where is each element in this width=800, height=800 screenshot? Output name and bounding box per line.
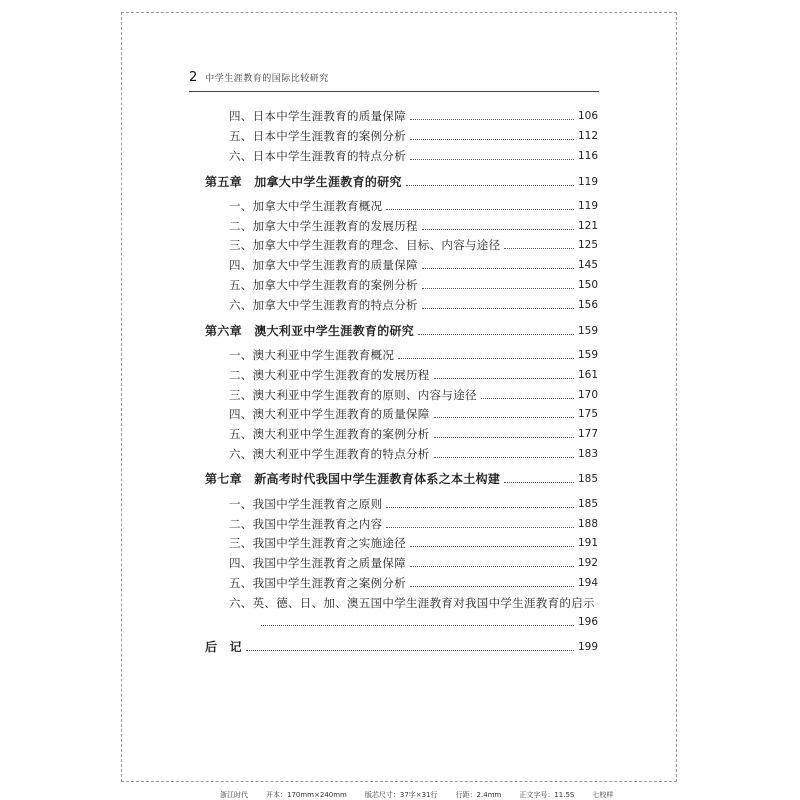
- toc-entry-label: 第六章 澳大利亚中学生涯教育的研究: [205, 324, 415, 338]
- toc-entry-label: 二、澳大利亚中学生涯教育的发展历程: [229, 368, 430, 382]
- toc-page-number: 150: [577, 279, 598, 291]
- dot-leader: [386, 209, 574, 210]
- toc-page-number: 177: [577, 428, 598, 440]
- toc-page-number: 119: [577, 200, 598, 212]
- toc-page-number: 183: [577, 448, 598, 460]
- dot-leader: [410, 119, 574, 120]
- toc-section-entry: [229, 407, 598, 421]
- toc-chapter-entry: [205, 472, 598, 486]
- toc-entry-label: 四、加拿大中学生涯教育的质量保障: [229, 258, 418, 272]
- dot-leader: [504, 482, 574, 483]
- dot-leader: [410, 139, 574, 140]
- toc-entry-label: 后 记: [205, 640, 242, 654]
- dot-leader: [434, 437, 574, 438]
- toc-section-entry: [229, 576, 598, 590]
- toc-entry-label: 四、澳大利亚中学生涯教育的质量保障: [229, 407, 430, 421]
- toc-section-entry: [229, 258, 598, 272]
- toc-page-number: 161: [577, 369, 598, 381]
- toc-page-number: 159: [577, 325, 598, 337]
- toc-chapter-entry: [205, 640, 598, 654]
- toc-entry-label: 六、英、德、日、加、澳五国中学生涯教育对我国中学生涯教育的启示: [229, 596, 595, 610]
- dot-leader: [246, 650, 574, 651]
- toc-entry-label: 六、澳大利亚中学生涯教育的特点分析: [229, 447, 430, 461]
- toc-page-number: 106: [577, 110, 598, 122]
- toc-section-entry: [229, 219, 598, 233]
- toc-page-number: 170: [577, 389, 598, 401]
- dot-leader: [422, 268, 574, 269]
- toc-section-entry: [229, 447, 598, 461]
- toc-page-number: 112: [577, 130, 598, 142]
- toc-entry-label: 五、澳大利亚中学生涯教育的案例分析: [229, 427, 430, 441]
- dot-leader: [261, 625, 574, 626]
- toc-page-number: 185: [577, 498, 598, 510]
- toc-section-entry: [229, 536, 598, 550]
- print-specs-footer: [220, 790, 613, 800]
- toc-section-entry: [229, 497, 598, 511]
- toc-page-number: 121: [577, 220, 598, 232]
- toc-page-number: 191: [577, 537, 598, 549]
- toc-section-entry: [229, 109, 598, 123]
- toc-entry-label: 一、我国中学生涯教育之原则: [229, 497, 383, 511]
- toc-entry-label: 六、加拿大中学生涯教育的特点分析: [229, 298, 418, 312]
- dot-leader: [434, 378, 574, 379]
- dot-leader: [410, 566, 574, 567]
- toc-entry-label: 一、澳大利亚中学生涯教育概况: [229, 348, 395, 362]
- page-number: 2: [189, 70, 198, 85]
- dot-leader: [434, 457, 574, 458]
- toc-section-entry: [229, 278, 598, 292]
- dot-leader: [422, 288, 574, 289]
- dot-leader: [422, 229, 574, 230]
- dot-leader: [386, 507, 574, 508]
- toc-entry-label: 三、澳大利亚中学生涯教育的原则、内容与途径: [229, 388, 477, 402]
- toc-entry-label: 五、日本中学生涯教育的案例分析: [229, 129, 406, 143]
- toc-entry-label: 四、日本中学生涯教育的质量保障: [229, 109, 406, 123]
- dot-leader: [386, 527, 574, 528]
- toc-entry-label: 二、加拿大中学生涯教育的发展历程: [229, 219, 418, 233]
- type-area-label: 版芯尺寸：37字×31行: [364, 791, 438, 799]
- toc-section-entry: [257, 615, 598, 629]
- dot-leader: [422, 308, 574, 309]
- publisher-label: 浙江时代: [220, 791, 248, 799]
- toc-entry-label: 第五章 加拿大中学生涯教育的研究: [205, 175, 402, 189]
- dot-leader: [406, 185, 574, 186]
- toc-entry-label: 三、我国中学生涯教育之实施途径: [229, 536, 406, 550]
- dot-leader: [481, 398, 574, 399]
- toc-page-number: 156: [577, 299, 598, 311]
- toc-chapter-entry: [205, 175, 598, 189]
- toc-page-number: 196: [577, 616, 598, 628]
- dot-leader: [410, 159, 574, 160]
- toc-page-number: 199: [577, 641, 598, 653]
- dot-leader: [410, 586, 574, 587]
- toc-page-number: 119: [577, 176, 598, 188]
- toc-entry-label: 五、我国中学生涯教育之案例分析: [229, 576, 406, 590]
- toc-page-number: 159: [577, 349, 598, 361]
- line-spacing-label: 行距：2.4mm: [455, 791, 502, 799]
- toc-entry-label: 第七章 新高考时代我国中学生涯教育体系之本土构建: [205, 472, 501, 486]
- toc-entry-label: 六、日本中学生涯教育的特点分析: [229, 149, 406, 163]
- toc-section-entry: [229, 129, 598, 143]
- toc-section-entry: [229, 149, 598, 163]
- body-font-label: 正文字号：11.5S: [519, 791, 575, 799]
- toc-page-number: 185: [577, 473, 598, 485]
- toc-entry-label: 二、我国中学生涯教育之内容: [229, 517, 383, 531]
- dot-leader: [504, 248, 574, 249]
- toc-entry-label: 五、加拿大中学生涯教育的案例分析: [229, 278, 418, 292]
- toc-entry-label: 四、我国中学生涯教育之质量保障: [229, 556, 406, 570]
- dot-leader: [418, 334, 574, 335]
- dot-leader: [410, 546, 574, 547]
- toc-section-entry: [229, 298, 598, 312]
- dot-leader: [398, 358, 574, 359]
- toc-page-number: 192: [577, 557, 598, 569]
- toc-section-entry: [229, 596, 598, 610]
- format-label: 开本：170mm×240mm: [266, 791, 347, 799]
- toc-section-entry: [229, 199, 598, 213]
- toc-page-number: 194: [577, 577, 598, 589]
- toc-section-entry: [229, 517, 598, 531]
- dot-leader: [434, 417, 574, 418]
- proof-label: 七校样: [592, 791, 614, 799]
- toc-entry-label: 三、加拿大中学生涯教育的理念、目标、内容与途径: [229, 238, 501, 252]
- toc-page-number: 116: [577, 150, 598, 162]
- toc-page-number: 145: [577, 259, 598, 271]
- running-title: 中学生涯教育的国际比较研究: [205, 74, 329, 84]
- toc-section-entry: [229, 427, 598, 441]
- toc-page-number: 175: [577, 408, 598, 420]
- toc-entry-label: 一、加拿大中学生涯教育概况: [229, 199, 383, 213]
- toc-page-number: 188: [577, 518, 598, 530]
- toc-page-number: 125: [577, 239, 598, 251]
- toc-section-entry: [229, 556, 598, 570]
- toc-chapter-entry: [205, 324, 598, 338]
- toc-section-entry: [229, 348, 598, 362]
- toc-section-entry: [229, 388, 598, 402]
- toc-section-entry: [229, 368, 598, 382]
- toc-section-entry: [229, 238, 598, 252]
